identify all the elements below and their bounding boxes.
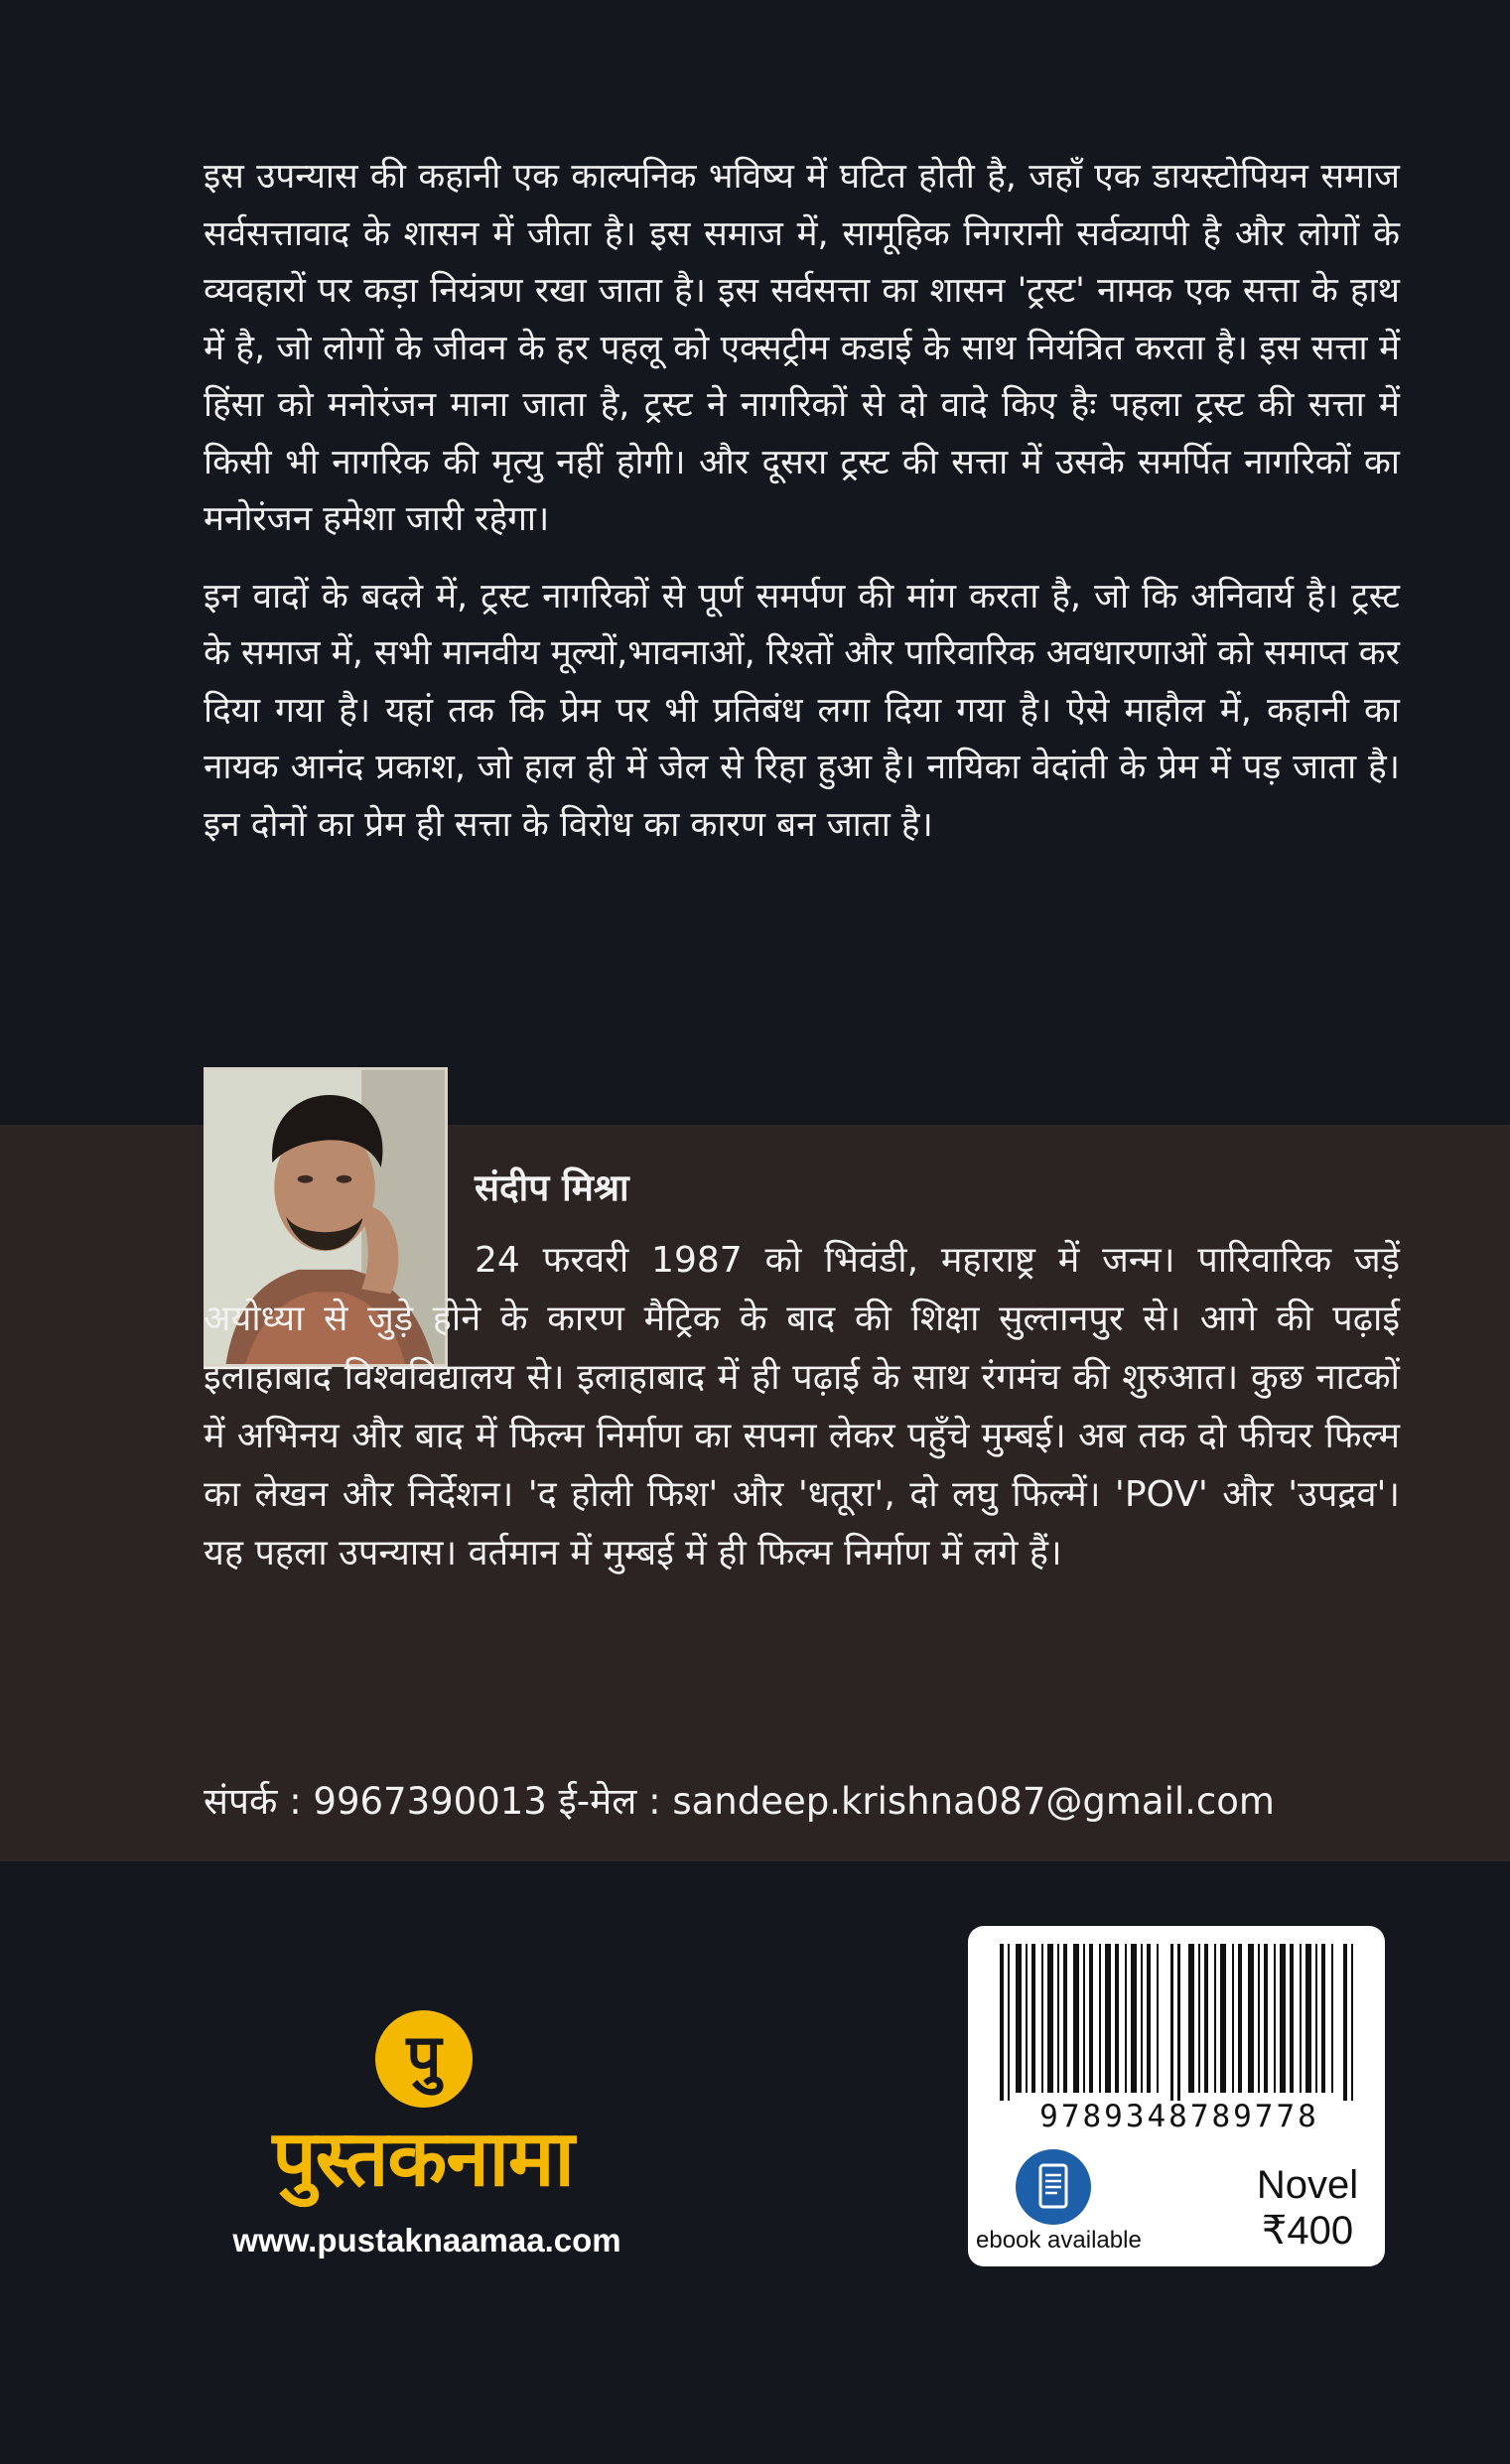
ebook-available-label: ebook available: [976, 2227, 1142, 2254]
publisher-name: पुस्तकनामा: [272, 2115, 574, 2204]
book-blurb: [204, 149, 1400, 874]
isbn-number: 9789348789778: [1039, 2099, 1319, 2134]
publisher-logo-icon: पु: [375, 2010, 473, 2108]
blurb-paragraph-2: इन वादों के बदले में, ट्रस्ट नागरिकों से पूर्ण समर्पण की मांग करता है, जो कि अनिवार्य है। ट्रस्ट के समाज में, सभी मानवीय मूल्यों,भावनाओं, रिश्तों और पारिवारिक अवधारणाओं को समाप्त कर दिया गया है। यहां तक कि प्रेम पर भी प्रतिबंध लगा दिया गया है। ऐसे माहौल में, कहानी का नायक आनंद प्रकाश, जो हाल ही में जेल से रिहा हुआ है। नायिका वेदांती के प्रेम में पड़ जाता है। इन दोनों का प्रेम ही सत्ता के विरोध का कारण बन जाता है।: [204, 576, 1400, 845]
author-bio: 24 फरवरी 1987 को भिवंडी, महाराष्ट्र में जन्म। पारिवारिक जड़ें अयोध्या से जुड़े होने के कारण मैट्रिक के बाद की शिक्षा सुल्तानपुर से। आगे की पढ़ाई इलाहाबाद विश्वविद्यालय से। इलाहाबाद में ही पढ़ाई के साथ रंगमंच की शुरुआत। कुछ नाटकों में अभिनय और बाद में फिल्म निर्माण का सपना लेकर पहुँचे मुम्बई। अब तक दो फीचर फिल्म का लेखन और निर्देशन। 'द होली फिश' और 'धतूरा', दो लघु फिल्में। 'POV' और 'उपद्रव'। यह पहला उपन्यास। वर्तमान में मुम्बई में ही फिल्म निर्माण में लगे हैं।: [204, 1240, 1400, 1574]
author-contact: संपर्क : 9967390013 ई-मेल : sandeep.krishna087@gmail.com: [204, 1780, 1275, 1823]
ebook-icon: [1016, 2149, 1091, 2225]
blurb-paragraph-1: इस उपन्यास की कहानी एक काल्पनिक भविष्य में घटित होती है, जहाँ एक डायस्टोपियन समाज सर्वसत्तावाद के शासन में जीता है। इस समाज में, सामूहिक निगरानी सर्वव्यापी है और लोगों के व्यवहारों पर कड़ा नियंत्रण रखा जाता है। इस सर्वसत्ता का शासन 'ट्रस्ट' नामक एक सत्ता के हाथ में है, जो लोगों के जीवन के हर पहलू को एक्सट्रीम कडाई के साथ नियंत्रित करता है। इस सत्ता में हिंसा को मनोरंजन माना जाता है, ट्रस्ट ने नागरिकों से दो वादे किए हैः पहला ट्रस्ट की सत्ता में किसी भी नागरिक की मृत्यु नहीं होगी। और दूसरा ट्रस्ट की सत्ता में उसके समर्पित नागरिकों का मनोरंजन हमेशा जारी रहेगा।: [204, 157, 1400, 539]
barcode-panel: [968, 1926, 1385, 2266]
price-label: ₹400: [1261, 2209, 1354, 2253]
publisher-url: www.pustaknaamaa.com: [232, 2222, 621, 2259]
author-name: संदीप मिश्रा: [475, 1166, 629, 1209]
genre-label: Novel: [1256, 2163, 1359, 2207]
